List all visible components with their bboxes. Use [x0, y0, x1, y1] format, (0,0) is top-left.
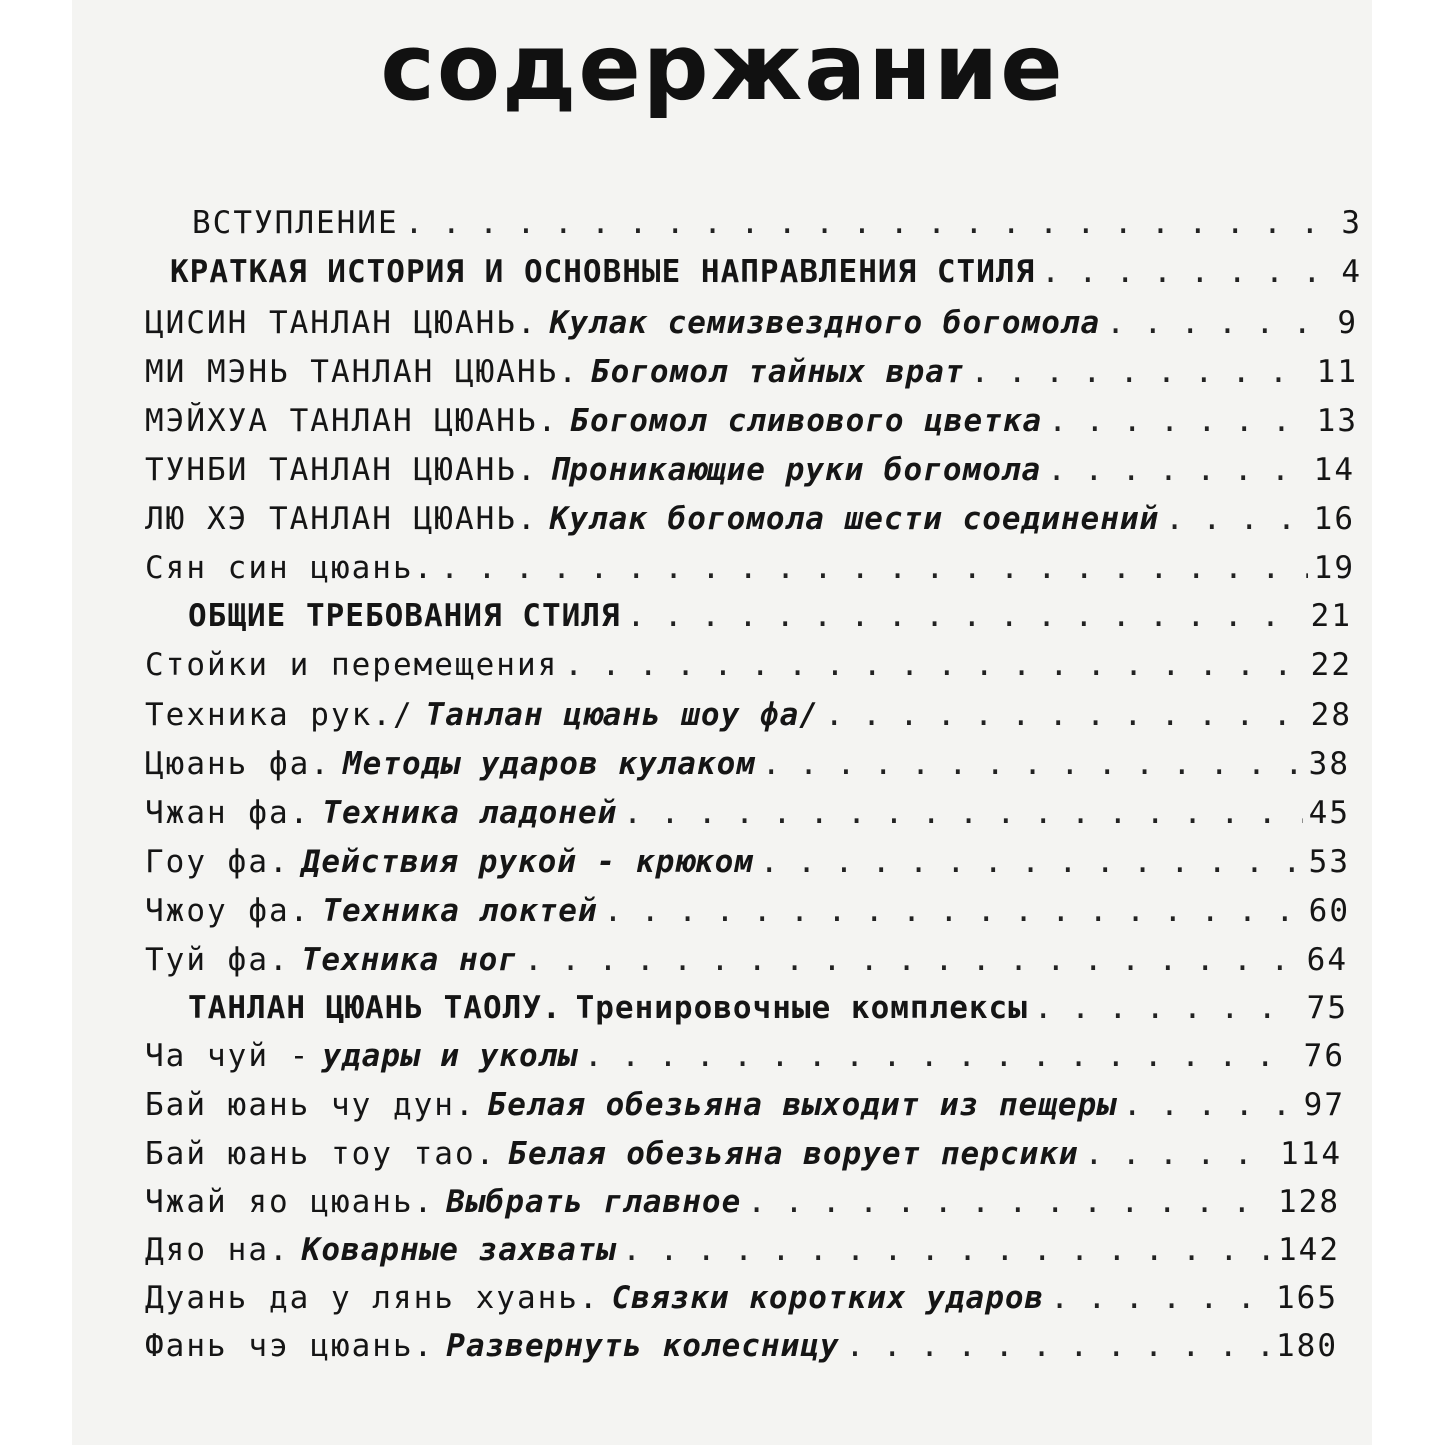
- toc-entry-subtitle: удары и уколы: [322, 1038, 578, 1074]
- toc-entry[interactable]: [145, 305, 1358, 349]
- dot-leader: [825, 697, 1305, 733]
- toc-entry[interactable]: [145, 844, 1350, 888]
- dot-leader: [604, 893, 1303, 929]
- toc-entry-title: Чжан фа.: [145, 795, 311, 831]
- toc-entry[interactable]: [188, 598, 1352, 642]
- page-number: 114: [1280, 1136, 1342, 1172]
- dot-leader: [440, 550, 1307, 586]
- toc-entry[interactable]: [145, 1087, 1345, 1131]
- toc-entry-subtitle: Связки коротких ударов: [611, 1280, 1045, 1316]
- dot-leader: [564, 647, 1304, 683]
- dot-leader: [584, 1038, 1298, 1074]
- dot-leader: [1048, 403, 1310, 439]
- page-number: 53: [1308, 844, 1350, 880]
- toc-entry-title: Фань чэ цюань.: [145, 1328, 435, 1364]
- page-number: 11: [1316, 354, 1358, 390]
- toc-entry-title: МЭЙХУА ТАНЛАН ЦЮАНЬ.: [145, 403, 559, 439]
- dot-leader: [622, 1232, 1272, 1268]
- page-number: 4: [1341, 254, 1362, 290]
- dot-leader: [1106, 305, 1331, 341]
- dot-leader: [1165, 501, 1307, 537]
- dot-leader: [747, 1184, 1272, 1220]
- toc-entry-subtitle: Богомол сливового цветка: [570, 403, 1043, 439]
- page-number: 14: [1313, 452, 1355, 488]
- toc-entry[interactable]: [145, 403, 1358, 447]
- toc-entry-title: Бай юань тоу тао.: [145, 1136, 497, 1172]
- toc-entry-subtitle: Техника ног: [301, 942, 518, 978]
- page-number: 180: [1276, 1328, 1338, 1364]
- toc-entry-subtitle: Белая обезьяна выходит из пещеры: [487, 1087, 1117, 1123]
- toc-entry[interactable]: [145, 452, 1355, 496]
- dot-leader: [405, 205, 1336, 241]
- toc-entry[interactable]: [145, 746, 1350, 790]
- dot-leader: [846, 1328, 1270, 1364]
- toc-entry[interactable]: [145, 1038, 1345, 1082]
- toc-entry-title: Сян син цюань.: [145, 550, 435, 586]
- toc-entry-title: ЦИСИН ТАНЛАН ЦЮАНЬ.: [145, 305, 538, 341]
- toc-entry-title: Туй фа.: [145, 942, 290, 978]
- toc-entry-title: Стойки и перемещения: [145, 647, 559, 683]
- toc-entry[interactable]: [145, 795, 1350, 839]
- toc-entry[interactable]: [145, 550, 1355, 594]
- page-number: 16: [1313, 501, 1355, 537]
- page-number: 142: [1278, 1232, 1340, 1268]
- page-number: 45: [1308, 795, 1350, 831]
- toc-entry[interactable]: [145, 697, 1352, 741]
- toc-entry-subtitle: Развернуть колесницу: [446, 1328, 840, 1364]
- toc-entry-subtitle: Проникающие руки богомола: [549, 452, 1042, 488]
- page-number: 3: [1341, 205, 1362, 241]
- toc-entry-title: Цюань фа.: [145, 746, 331, 782]
- page-number: 97: [1303, 1087, 1345, 1123]
- dot-leader: [1047, 452, 1307, 488]
- toc-entry-title: Техника рук./: [145, 697, 414, 733]
- toc-entry[interactable]: [145, 1184, 1340, 1228]
- toc-entry-subtitle: Белая обезьяна ворует персики: [508, 1136, 1079, 1172]
- toc-entry[interactable]: [145, 501, 1355, 545]
- toc-entry[interactable]: [145, 893, 1350, 937]
- page-number: 28: [1310, 697, 1352, 733]
- dot-leader: [1041, 254, 1335, 290]
- toc-entry-subtitle: Действия рукой - крюком: [301, 844, 754, 880]
- toc-entry-title: Гоу фа.: [145, 844, 290, 880]
- toc-entry-title: ТУНБИ ТАНЛАН ЦЮАНЬ.: [145, 452, 538, 488]
- page-number: 19: [1313, 550, 1355, 586]
- toc-entry-subtitle: Коварные захваты: [301, 1232, 617, 1268]
- dot-leader: [1050, 1280, 1270, 1316]
- dot-leader: [1123, 1087, 1298, 1123]
- dot-leader: [623, 795, 1302, 831]
- page-number: 9: [1337, 305, 1358, 341]
- page-number: 21: [1310, 598, 1352, 634]
- toc-entry-title: ВСТУПЛЕНИЕ: [192, 205, 399, 241]
- page-number: 38: [1308, 746, 1350, 782]
- toc-entry-subtitle: Тренировочные комплексы: [575, 990, 1028, 1026]
- toc-entry-title: ТАНЛАН ЦЮАНЬ ТАОЛУ.: [188, 990, 562, 1026]
- toc-entry[interactable]: [188, 990, 1348, 1034]
- toc-entry[interactable]: [170, 254, 1362, 298]
- page-title: содержание: [380, 14, 1065, 121]
- toc-entry-subtitle: Танлан цюань шоу фа/: [425, 697, 819, 733]
- toc-entry-title: Бай юань чу дун.: [145, 1087, 476, 1123]
- page-number: 165: [1276, 1280, 1338, 1316]
- toc-entry-title: Дяо на.: [145, 1232, 290, 1268]
- toc-entry-title: Чжай яо цюань.: [145, 1184, 435, 1220]
- toc-entry-subtitle: Техника локтей: [322, 893, 598, 929]
- toc-entry[interactable]: [145, 354, 1358, 398]
- page-margin: [1372, 0, 1445, 1445]
- toc-entry-title: Чжоу фа.: [145, 893, 311, 929]
- toc-entry-title: ЛЮ ХЭ ТАНЛАН ЦЮАНЬ.: [145, 501, 538, 537]
- toc-entry-subtitle: Кулак богомола шести соединений: [549, 501, 1160, 537]
- page-number: 13: [1316, 403, 1358, 439]
- dot-leader: [524, 942, 1301, 978]
- toc-entry[interactable]: [145, 1136, 1342, 1180]
- toc-entry-title: МИ МЭНЬ ТАНЛАН ЦЮАНЬ.: [145, 354, 579, 390]
- dot-leader: [762, 746, 1303, 782]
- toc-entry-title: КРАТКАЯ ИСТОРИЯ И ОСНОВНЫЕ НАПРАВЛЕНИЯ СТИЛЯ: [170, 254, 1036, 290]
- toc-entry-title: Дуань да у лянь хуань.: [145, 1280, 600, 1316]
- toc-entry[interactable]: [145, 1280, 1338, 1324]
- dot-leader: [760, 844, 1303, 880]
- toc-entry[interactable]: [145, 1232, 1340, 1276]
- page-number: 22: [1310, 647, 1352, 683]
- page-number: 76: [1303, 1038, 1345, 1074]
- toc-entry-title: Ча чуй -: [145, 1038, 311, 1074]
- page-number: 64: [1306, 942, 1348, 978]
- toc-entry-subtitle: Богомол тайных врат: [590, 354, 965, 390]
- toc-entry[interactable]: [145, 1328, 1338, 1372]
- dot-leader: [1034, 990, 1301, 1026]
- dot-leader: [627, 598, 1305, 634]
- toc-entry[interactable]: [145, 942, 1348, 986]
- toc-entry-subtitle: Методы ударов кулаком: [342, 746, 756, 782]
- dot-leader: [1085, 1136, 1274, 1172]
- toc-entry-subtitle: Техника ладоней: [322, 795, 618, 831]
- toc-entry-subtitle: Выбрать главное: [446, 1184, 742, 1220]
- dot-leader: [971, 354, 1311, 390]
- toc-entry[interactable]: [192, 205, 1362, 249]
- toc-entry[interactable]: [145, 647, 1352, 691]
- page-number: 128: [1278, 1184, 1340, 1220]
- page-number: 60: [1308, 893, 1350, 929]
- page-number: 75: [1306, 990, 1348, 1026]
- toc-entry-subtitle: Кулак семизвездного богомола: [549, 305, 1101, 341]
- toc-entry-title: ОБЩИЕ ТРЕБОВАНИЯ СТИЛЯ: [188, 598, 621, 634]
